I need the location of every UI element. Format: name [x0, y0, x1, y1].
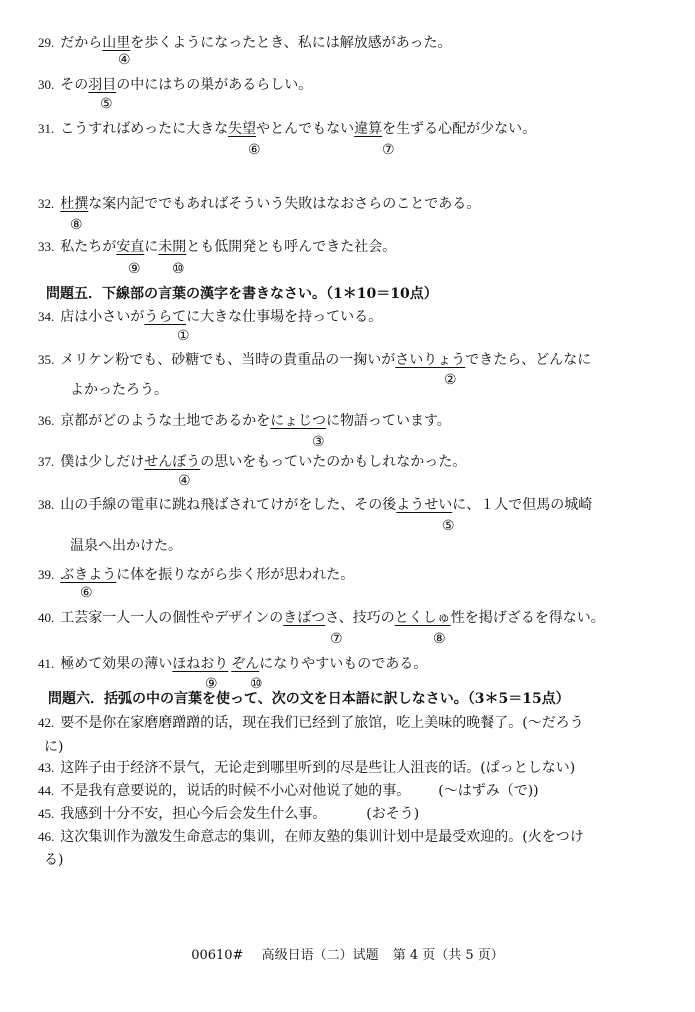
question-44: 44. 不是我有意要说的，说话的时候不小心对他说了她的事。 (～はずみ（で)) [38, 783, 539, 799]
marker-6: ⑥ [248, 142, 261, 158]
question-42: 42. 要不是你在家磨磨蹭蹭的话，现在我们已经到了旅馆，吃上美味的晚餐了。(～だろう [38, 715, 584, 731]
question-40: 40. 工芸家一人一人の個性やデザインのきばつさ、技巧のとくしゅ性を掲げざるを得ない。 [38, 610, 605, 626]
marker-6b: ⑥ [80, 585, 93, 601]
question-31: 31. こうすればめったに大きな失望やとんでもない違算を生ずる心配が少ない。 [38, 121, 537, 137]
underlined-word: うらて [144, 309, 187, 325]
question-46: 46. 这次集训作为激发生命意志的集训，在师友塾的集训计划中是最受欢迎的。(火をつけ [38, 829, 584, 845]
marker-10b: ⑩ [250, 676, 263, 692]
marker-4b: ④ [178, 473, 191, 489]
question-35-continuation: よかったろう。 [70, 382, 168, 398]
marker-7: ⑦ [382, 142, 395, 158]
question-42-continuation: に) [44, 739, 64, 755]
underlined-word: せんぼう [144, 454, 201, 470]
underlined-word: きばつ [283, 610, 326, 626]
underlined-word: ほねおり [172, 656, 229, 672]
question-34: 34. 店は小さいがうらてに大きな仕事場を持っている。 [38, 309, 383, 325]
marker-2: ② [444, 372, 457, 388]
underlined-word: 安直 [116, 239, 145, 255]
underlined-word: 違算 [354, 121, 383, 137]
question-38: 38. 山の手線の電車に跳ね飛ばされてけがをした、その後ようせいに、１人で但馬の城崎 [38, 497, 593, 513]
page-footer: 00610# 高级日语（二）试题 第 4 页（共 5 页） [191, 948, 504, 963]
marker-8b: ⑧ [433, 631, 446, 647]
marker-5b: ⑤ [442, 518, 455, 534]
underlined-word: とくしゅ [394, 610, 451, 626]
marker-1: ① [177, 328, 190, 344]
question-38-continuation: 温泉へ出かけた。 [70, 538, 182, 554]
marker-9b: ⑨ [205, 676, 218, 692]
question-33: 33. 私たちが安直に未開とも低開発とも呼んできた社会。 [38, 239, 397, 255]
marker-10: ⑩ [172, 261, 185, 277]
underlined-word: ようせい [396, 497, 453, 513]
marker-7b: ⑦ [330, 631, 343, 647]
section-5-heading: 問題五．下線部の言葉の漢字を書きなさい。（1＊10＝10点） [46, 286, 438, 302]
marker-4: ④ [118, 52, 131, 68]
marker-3: ③ [312, 434, 325, 450]
question-39: 39. ぶきように体を振りながら歩く形が思われた。 [38, 567, 355, 583]
marker-5: ⑤ [100, 96, 113, 112]
marker-9: ⑨ [128, 261, 141, 277]
underlined-word: 失望 [228, 121, 257, 137]
underlined-word: にょじつ [270, 413, 326, 429]
underlined-word: 未開 [158, 239, 187, 255]
question-37: 37. 僕は少しだけせんぼうの思いをもっていたのかもしれなかった。 [38, 454, 467, 470]
question-45: 45. 我感到十分不安，担心今后会发生什么事。 (おそう) [38, 806, 420, 822]
marker-8: ⑧ [70, 217, 83, 233]
question-29: 29. だから山里を歩くようになったとき、私には解放感があった。 [38, 35, 452, 51]
question-30: 30. その羽目の中にはちの巣があるらしい。 [38, 77, 313, 93]
question-36: 36. 京都がどのような土地であるかをにょじつに物語っています。 [38, 413, 451, 429]
section-6-heading: 問題六．括弧の中の言葉を使って、次の文を日本語に訳しなさい。（3＊5＝15点） [48, 691, 570, 707]
underlined-word: 杜撰 [60, 196, 89, 212]
question-35: 35. メリケン粉でも、砂糖でも、当時の貴重品の一掬いがさいりょうできたら、どんなに [38, 352, 592, 368]
underlined-word: 羽目 [88, 77, 117, 93]
question-43: 43. 这阵子由于经济不景气，无论走到哪里听到的尽是些让人沮丧的话。(ぱっとしない) [38, 760, 576, 776]
question-46-continuation: る) [44, 852, 64, 868]
underlined-word: ぞん [231, 656, 260, 672]
question-32: 32. 杜撰な案内記ででもあればそういう失敗はなおさらのことである。 [38, 196, 481, 212]
question-41: 41. 極めて効果の薄いほねおり ぞんになりやすいものである。 [38, 656, 428, 672]
underlined-word: ぶきよう [60, 567, 117, 583]
underlined-word: 山里 [102, 35, 131, 51]
underlined-word: さいりょう [395, 352, 466, 368]
